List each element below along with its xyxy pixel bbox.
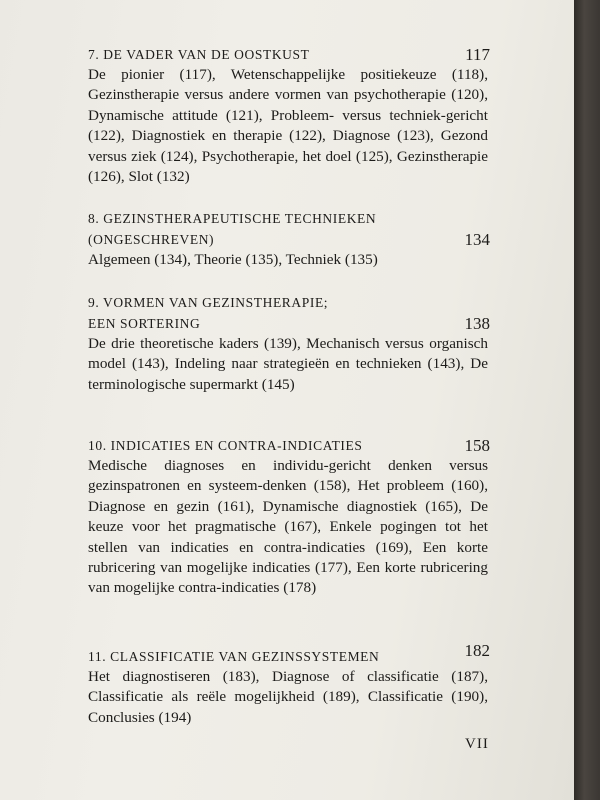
toc-entry-page-number: 138 — [464, 314, 490, 333]
toc-entry-title: 7. DE VADER VAN DE OOSTKUST — [88, 47, 310, 62]
toc-entry-page-number: 117 — [465, 45, 490, 64]
toc-entry-description: De drie theoretische kaders (139), Mechanisch versus organisch model (143), Indeling naar strategieën en technieken (143), De terminologische supermarkt (145) — [88, 335, 488, 393]
toc-entry-page-number: 182 — [464, 641, 490, 660]
toc-entry-title-continued: (ONGESCHREVEN) — [88, 232, 215, 247]
page-folio: VII — [465, 736, 489, 752]
toc-entry-title: 10. INDICATIES EN CONTRA-INDICATIES — [88, 438, 363, 453]
toc-entry-page-number: 158 — [464, 436, 490, 455]
toc-entry — [88, 435, 488, 599]
toc-entry-title-continued: EEN SORTERING — [88, 316, 201, 331]
toc-entry-description: Het diagnostiseren (183), Diagnose of classificatie (187), Classificatie als reële mogelijkheid (189), Classificatie (190), Conclusies (194) — [88, 668, 488, 726]
toc-entry-title: 11. CLASSIFICATIE VAN GEZINSSYSTEMEN — [88, 649, 380, 664]
toc-entry — [88, 208, 488, 270]
toc-entry-description: De pionier (117), Wetenschappelijke positiekeuze (118), Gezinstherapie versus andere vormen van psychotherapie (120), Dynamische attitude (121), Probleem- versus techniek-gericht (122), Diagnostiek en therapie (122), Diagnose (123), Gezond versus ziek (124), Psychotherapie, het doel (125), Gezinstherapie (126), Slot (132) — [88, 66, 488, 186]
toc-entry — [88, 44, 488, 187]
toc-entry-title: 8. GEZINSTHERAPEUTISCHE TECHNIEKEN — [88, 211, 377, 226]
toc-entry — [88, 641, 490, 728]
toc-entry-title: 9. VORMEN VAN GEZINSTHERAPIE; — [88, 295, 329, 310]
toc-entry — [88, 292, 488, 395]
toc-entry-description: Algemeen (134), Theorie (135), Techniek (135) — [88, 251, 378, 268]
book-page-edge — [574, 0, 600, 800]
toc-entry-page-number: 134 — [464, 230, 490, 249]
toc-entry-description: Medische diagnoses en individu-gericht denken versus gezinspatronen en systeem-denken (158), Het probleem (160), Diagnose en gezin (161), Dynamische diagnostiek (165), De keuze voor het pragmatische (167), Enkele pogingen tot het stellen van indicaties en contra-indicaties (169), Een korte rubricering van mogelijke indicaties (177), Een korte rubricering van mogelijke contra-indicaties (178) — [88, 457, 488, 597]
